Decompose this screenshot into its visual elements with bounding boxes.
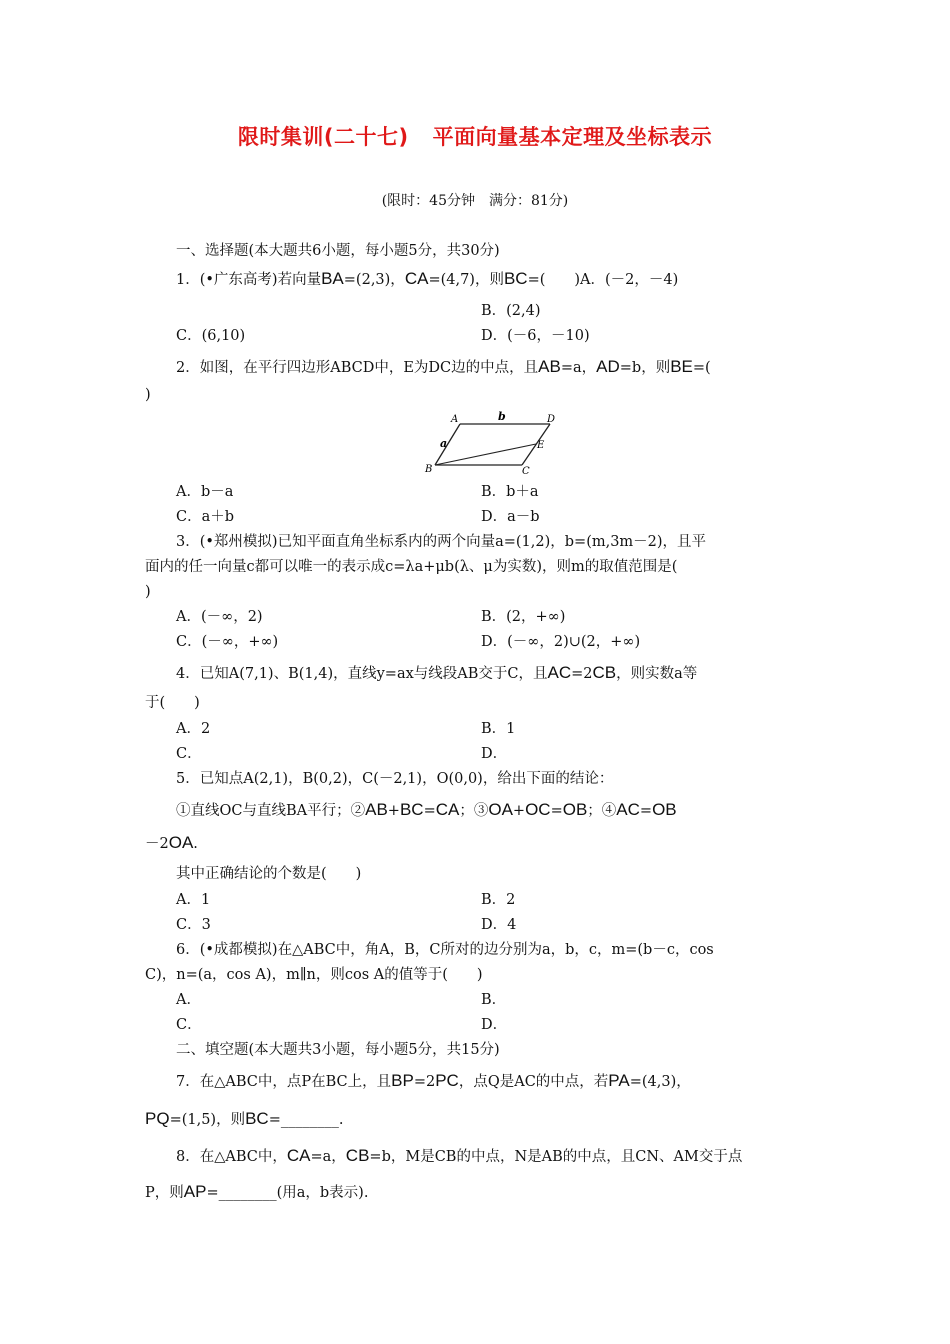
q5-option-a: A．1 (176, 892, 211, 908)
question-6-line-2: C)，n=(a，cos A)，m∥n，则cos A的值等于( ) (145, 967, 483, 983)
question-5-line-4: 其中正确结论的个数是( ) (176, 866, 362, 882)
vector-AD: AD (596, 357, 620, 376)
question-8: 8．在△ABC中，CA=a，CB=b，M是CB的中点，N是AB的中点，且CN、AM交于点 (176, 1146, 743, 1165)
question-3-line-2: 面内的任一向量c都可以唯一的表示成c=λa+μb(λ、μ为实数)，则m的取值范围是( (145, 559, 678, 575)
label-C: C (522, 466, 530, 477)
question-5-line-1: 5．已知点A(2,1)，B(0,2)，C(－2,1)，O(0,0)，给出下面的结论： (176, 771, 614, 787)
question-2: 2．如图，在平行四边形ABCD中，E为DC边的中点，且AB=a，AD=b，则BE=( (176, 357, 711, 376)
q4-option-b: B．1 (481, 721, 516, 737)
label-b: b (498, 410, 506, 423)
q1-option-b: B．(2,4) (481, 303, 541, 319)
vector-BA: BA (321, 269, 344, 288)
time-score-info: (限时：45分钟 满分：81分) (381, 193, 569, 209)
question-4: 4．已知A(7,1)、B(1,4)，直线y=ax与线段AB交于C，且AC=2CB，则实数a等 (176, 663, 698, 682)
section-choice-heading: 一、选择题(本大题共6小题，每小题5分，共30分) (176, 243, 500, 259)
label-D: D (547, 414, 556, 425)
edge-AB (435, 424, 460, 465)
q4-option-a: A．2 (176, 721, 211, 737)
question-8-line-2: P，则AP=________(用a，b表示). (145, 1182, 369, 1201)
q6-option-c: C． (176, 1017, 202, 1033)
label-a: a (440, 437, 448, 450)
label-A: A (451, 414, 459, 425)
question-4-line-2: 于( ) (145, 695, 200, 711)
q1-option-c: C．(6,10) (176, 328, 246, 344)
segment-BE (435, 444, 536, 465)
label-E: E (537, 440, 545, 451)
question-7-line-2: PQ=(1,5)，则BC=________. (145, 1109, 344, 1128)
q4-option-c: C． (176, 746, 202, 762)
q5-option-d: D．4 (481, 917, 517, 933)
q6-option-a: A． (176, 992, 201, 1008)
title-topic: 平面向量基本定理及坐标表示 (432, 125, 713, 149)
q3-close-paren: ) (145, 584, 151, 600)
parallelogram-figure (423, 408, 556, 478)
question-3-line-1: 3．(•郑州模拟)已知平面直角坐标系内的两个向量a=(1,2)，b=(m,3m－2)，且平 (176, 534, 707, 550)
q3-option-a: A．(－∞，2) (176, 609, 263, 625)
vector-CA: CA (404, 269, 429, 288)
q2-option-a: A．b－a (176, 484, 234, 500)
vector-BE: BE (670, 357, 693, 376)
vector-AB: AB (538, 357, 561, 376)
q5-option-c: C．3 (176, 917, 211, 933)
vector-AC: AC (547, 663, 572, 682)
question-6-line-1: 6．(•成都模拟)在△ABC中，角A，B，C所对的边分别为a，b，c，m=(b－c，cos (176, 942, 714, 958)
q1-option-d: D．(－6，－10) (481, 328, 590, 344)
vector-CB: CB (592, 663, 617, 682)
q3-option-d: D．(－∞，2)∪(2，+∞) (481, 634, 641, 650)
question-5-line-3: －2OA. (145, 833, 198, 852)
label-B: B (425, 464, 433, 475)
q4-option-d: D． (481, 746, 508, 762)
question-5-statements: ①直线OC与直线BA平行；②AB+BC=CA；③OA+OC=OB；④AC=OB (176, 800, 677, 819)
title-series: 限时集训(二十七) (237, 125, 409, 149)
question-7: 7．在△ABC中，点P在BC上，且BP=2PC，点Q是AC的中点，若PA=(4,3)， (176, 1071, 691, 1090)
q2-close-paren: ) (145, 387, 151, 403)
q6-option-d: D． (481, 1017, 508, 1033)
q6-option-b: B． (481, 992, 507, 1008)
q5-option-b: B．2 (481, 892, 516, 908)
q2-option-b: B．b＋a (481, 484, 539, 500)
question-1: 1．(•广东高考)若向量BA=(2,3)，CA=(4,7)，则BC=( )A．(－2，－4) (176, 269, 679, 288)
q2-option-d: D．a－b (481, 509, 540, 525)
vector-BC: BC (503, 269, 528, 288)
page-title (0, 121, 950, 151)
section-fill-heading: 二、填空题(本大题共3小题，每小题5分，共15分) (176, 1042, 500, 1058)
q3-option-b: B．(2，+∞) (481, 609, 566, 625)
q2-option-c: C．a＋b (176, 509, 235, 525)
q3-option-c: C．(－∞，+∞) (176, 634, 279, 650)
